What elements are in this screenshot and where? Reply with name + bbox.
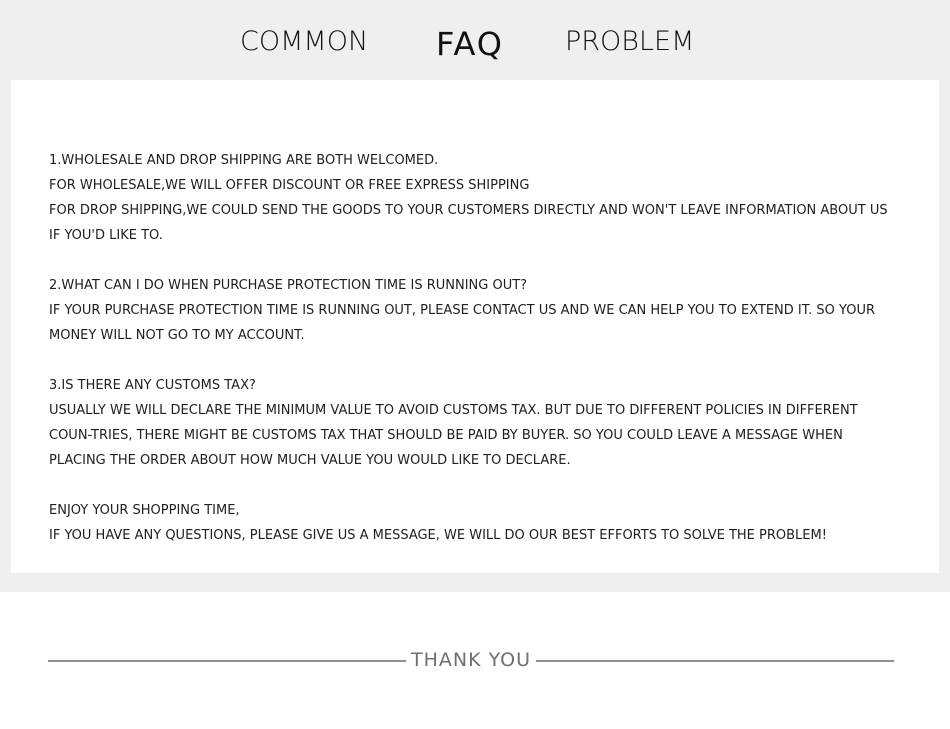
closing-greeting: ENJOY YOUR SHOPPING TIME, [49,503,240,518]
paragraph-gap [49,473,889,498]
faq-answer-1-wholesale: FOR WHOLESALE,WE WILL OFFER DISCOUNT OR FREE EXPRESS SHIPPING [49,178,530,193]
header-word-common: COMMON [240,26,369,57]
divider-left [48,660,406,662]
paragraph-gap [49,248,889,273]
header-word-problem: PROBLEM [565,26,695,57]
faq-body [49,148,889,548]
faq-answer-2: IF YOUR PURCHASE PROTECTION TIME IS RUNNING OUT, PLEASE CONTACT US AND WE CAN HELP YOU TO EXTEND IT. SO YOUR MONEY WILL NOT GO TO MY ACCOUNT. [49,303,876,343]
divider-right [536,660,894,662]
header-word-faq: FAQ [436,25,504,63]
thank-you-label: THANK YOU [410,649,532,671]
faq-content-card [11,80,939,573]
faq-question-1: 1.WHOLESALE AND DROP SHIPPING ARE BOTH WELCOMED. [49,153,439,168]
faq-question-2: 2.WHAT CAN I DO WHEN PURCHASE PROTECTION TIME IS RUNNING OUT? [49,278,528,293]
paragraph-gap [49,348,889,373]
faq-answer-3: USUALLY WE WILL DECLARE THE MINIMUM VALUE TO AVOID CUSTOMS TAX. BUT DUE TO DIFFERENT POLICIES IN DIFFERENT COUN-TRIES, THERE MIGHT BE CUSTOMS TAX THAT SHOULD BE PAID BY BUYER. SO YOU COULD LEAVE A MESSAGE WHEN PLACING THE ORDER ABOUT HOW MUCH VALUE YOU WOULD LIKE TO DECLARE. [49,403,858,468]
faq-answer-1-dropshipping: FOR DROP SHIPPING,WE COULD SEND THE GOODS TO YOUR CUSTOMERS DIRECTLY AND WON'T LEAVE INFORMATION ABOUT US IF YOU'D LIKE TO. [49,203,888,243]
closing-message: IF YOU HAVE ANY QUESTIONS, PLEASE GIVE US A MESSAGE, WE WILL DO OUR BEST EFFORTS TO SOLVE THE PROBLEM! [49,528,827,543]
thank-you-banner [48,645,894,675]
faq-question-3: 3.IS THERE ANY CUSTOMS TAX? [49,378,256,393]
